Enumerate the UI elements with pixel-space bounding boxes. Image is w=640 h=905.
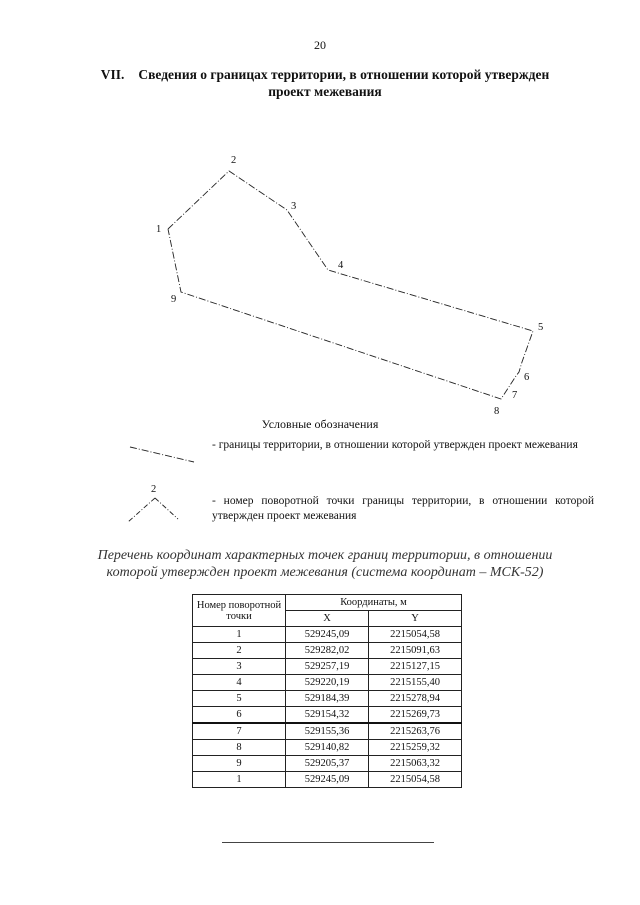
plan-point-label: 8 <box>494 406 500 417</box>
table-row <box>193 643 462 659</box>
cell-point: 5 <box>193 691 286 707</box>
legend-point-sample <box>128 498 178 522</box>
table-row <box>193 772 462 788</box>
cell-point: 1 <box>193 772 286 788</box>
table-row <box>193 756 462 772</box>
table-row <box>193 675 462 691</box>
legend-title: Условные обозначения <box>261 417 379 431</box>
legend-point-text: - номер поворотной точки границы территории, в отношении которой утвержден проект межевания <box>212 495 594 522</box>
cell-x: 529282,02 <box>286 643 369 659</box>
cell-point: 1 <box>193 627 286 643</box>
cell-point: 7 <box>193 723 286 740</box>
cell-point: 2 <box>193 643 286 659</box>
coordinates-table <box>192 594 462 788</box>
plan-point-label: 2 <box>231 155 237 166</box>
table-row <box>193 723 462 740</box>
table-row <box>193 707 462 724</box>
cell-point: 6 <box>193 707 286 724</box>
cell-y: 2215263,76 <box>369 723 462 740</box>
cell-y: 2215155,40 <box>369 675 462 691</box>
cell-point: 9 <box>193 756 286 772</box>
coordinates-list-title-line1: Перечень координат характерных точек границ территории, в отношении <box>97 548 553 563</box>
cell-y: 2215259,32 <box>369 740 462 756</box>
cell-x: 529205,37 <box>286 756 369 772</box>
section-title-line1: Сведения о границах территории, в отношении которой утвержден <box>138 67 550 82</box>
plan-point-label: 4 <box>338 260 344 271</box>
header-y: Y <box>369 611 462 627</box>
cell-x: 529154,32 <box>286 707 369 724</box>
cell-y: 2215054,58 <box>369 772 462 788</box>
cell-y: 2215278,94 <box>369 691 462 707</box>
cell-y: 2215063,32 <box>369 756 462 772</box>
cell-y: 2215269,73 <box>369 707 462 724</box>
cell-point: 8 <box>193 740 286 756</box>
cell-x: 529245,09 <box>286 627 369 643</box>
table-row <box>193 659 462 675</box>
cell-x: 529184,39 <box>286 691 369 707</box>
plan-point-label: 5 <box>538 322 544 333</box>
cell-y: 2215054,58 <box>369 627 462 643</box>
boundary-line <box>168 171 533 399</box>
coordinates-list-title <box>70 547 580 581</box>
plan-point-label: 1 <box>156 224 162 235</box>
plan-point-label: 9 <box>171 294 177 305</box>
cell-y: 2215127,15 <box>369 659 462 675</box>
cell-x: 529245,09 <box>286 772 369 788</box>
legend-boundary-sample <box>130 447 194 462</box>
cell-x: 529155,36 <box>286 723 369 740</box>
header-coords: Координаты, м <box>286 595 462 611</box>
cell-x: 529140,82 <box>286 740 369 756</box>
header-x: X <box>286 611 369 627</box>
page-number: 20 <box>314 38 326 52</box>
section-number: VII. <box>100 67 125 82</box>
legend-boundary-text: - границы территории, в отношении которой утвержден проект межевания <box>212 439 578 451</box>
cell-x: 529220,19 <box>286 675 369 691</box>
cell-point: 3 <box>193 659 286 675</box>
cell-x: 529257,19 <box>286 659 369 675</box>
coordinates-list-title-line2: которой утвержден проект межевания (система координат – МСК-52) <box>106 565 544 580</box>
table-row <box>193 691 462 707</box>
plan-point-label: 3 <box>291 201 297 212</box>
plan-point-label: 7 <box>512 390 518 401</box>
cell-y: 2215091,63 <box>369 643 462 659</box>
plan-point-label: 6 <box>524 372 530 383</box>
footer-rule <box>222 842 434 843</box>
table-row <box>193 627 462 643</box>
table-row <box>193 740 462 756</box>
legend-point-sample-label: 2 <box>151 484 157 495</box>
header-point: Номер поворотной точки <box>193 595 286 627</box>
section-title-line2: проект межевания <box>268 84 382 99</box>
cell-point: 4 <box>193 675 286 691</box>
